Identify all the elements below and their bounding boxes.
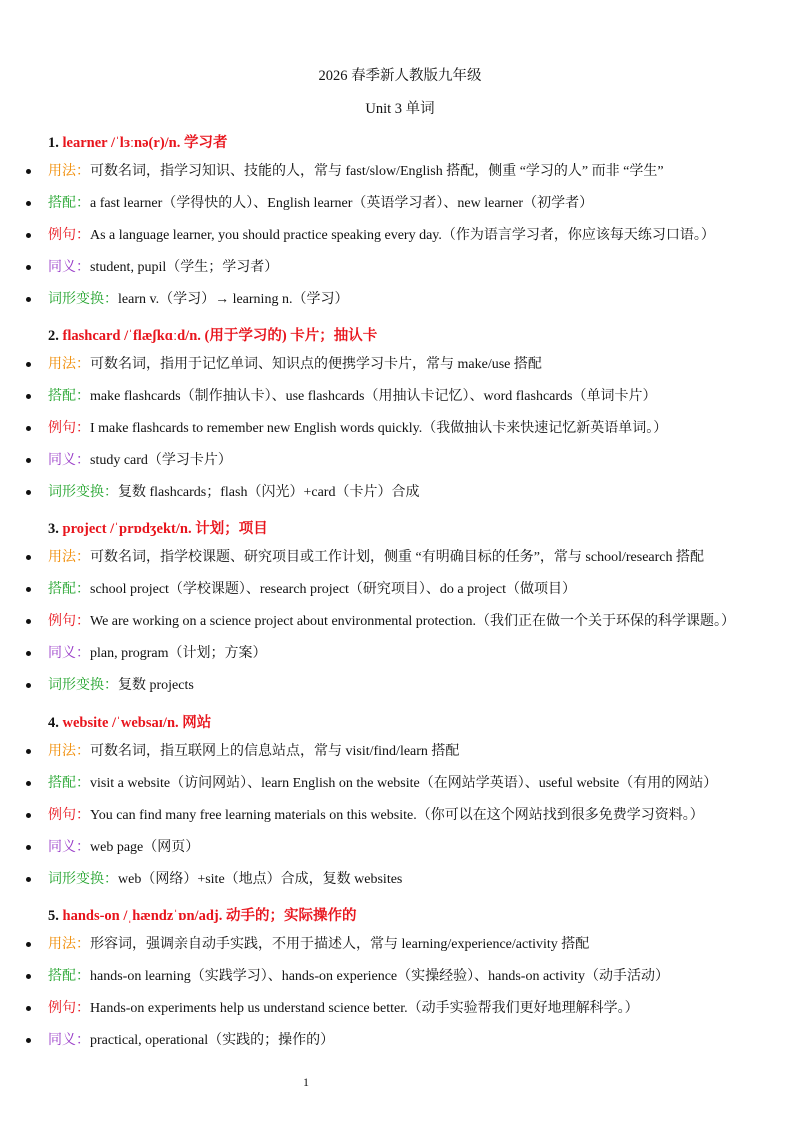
example-value: We are working on a science project about environmental protection.（我们正在做一个关于环保的科学课题。） (90, 614, 736, 629)
example-row (0, 806, 800, 826)
usage-label: 用法： (48, 357, 90, 372)
word-headword: website /ˈwebsaɪ/n. 网站 (62, 715, 212, 731)
word-number: 3. (48, 521, 59, 537)
word-form-label: 词形变换： (48, 292, 118, 307)
bullet-icon (26, 942, 31, 947)
page-title: 2026 春季新人教版九年级 (318, 68, 482, 84)
word-form-value: 复数 flashcards；flash（闪光）+card（卡片）合成 (118, 485, 420, 500)
bullet-icon (26, 845, 31, 850)
synonym-text (48, 1031, 334, 1051)
usage-value: 可数名词，指学习知识、技能的人，常与 fast/slow/English 搭配，侧重 “学习的人” 而非 “学生” (90, 164, 664, 179)
synonym-text (48, 644, 267, 664)
synonym-row (0, 451, 800, 471)
word-form-label: 词形变换： (48, 485, 118, 500)
usage-text (48, 355, 542, 375)
word-form-label: 词形变换： (48, 678, 118, 693)
usage-value: 可数名词，指用于记忆单词、知识点的便携学习卡片，常与 make/use 搭配 (90, 357, 542, 372)
synonym-row (0, 258, 800, 278)
synonym-value: student, pupil（学生；学习者） (90, 260, 279, 275)
word-heading (48, 904, 356, 925)
example-value: You can find many free learning materials on this website.（你可以在这个网站找到很多免费学习资料。） (90, 808, 704, 823)
collocation-value: visit a website（访问网站）、learn English on the website（在网站学英语）、useful website（有用的网站） (90, 776, 718, 791)
synonym-row (0, 1031, 800, 1051)
usage-row (0, 742, 800, 762)
bullet-icon (26, 458, 31, 463)
bullet-icon (26, 813, 31, 818)
collocation-value: hands-on learning（实践学习）、hands-on experience（实操经验）、hands-on activity（动手活动） (90, 969, 669, 984)
bullet-icon (26, 749, 31, 754)
bullet-icon (26, 1006, 31, 1011)
bullet-icon (26, 555, 31, 560)
bullet-icon (26, 394, 31, 399)
word-form-value: learn v.（学习）→ learning n.（学习） (118, 292, 349, 307)
example-label: 例句： (48, 1001, 90, 1016)
synonym-value: study card（学习卡片） (90, 453, 232, 468)
collocation-row (0, 194, 800, 214)
bullet-icon (26, 297, 31, 302)
usage-label: 用法： (48, 744, 90, 759)
word-form-text (48, 290, 348, 310)
example-text (48, 419, 667, 439)
collocation-text (48, 774, 717, 794)
example-label: 例句： (48, 614, 90, 629)
usage-value: 可数名词，指互联网上的信息站点，常与 visit/find/learn 搭配 (90, 744, 460, 759)
page-number: 1 (303, 1075, 309, 1089)
word-form-text (48, 483, 419, 503)
word-heading (48, 517, 268, 538)
usage-value: 形容词，强调亲自动手实践，不用于描述人，常与 learning/experience/activity 搭配 (90, 937, 590, 952)
bullet-icon (26, 651, 31, 656)
example-text (48, 226, 715, 246)
word-headword: project /ˈprɒdʒekt/n. 计划；项目 (62, 521, 268, 537)
word-form-label: 词形变换： (48, 872, 118, 887)
bullet-icon (26, 619, 31, 624)
example-label: 例句： (48, 421, 90, 436)
example-text (48, 999, 639, 1019)
word-form-row (0, 676, 800, 696)
bullet-icon (26, 587, 31, 592)
synonym-label: 同义： (48, 453, 90, 468)
usage-text (48, 742, 459, 762)
bullet-icon (26, 426, 31, 431)
collocation-text (48, 387, 657, 407)
usage-label: 用法： (48, 164, 90, 179)
collocation-row (0, 580, 800, 600)
example-label: 例句： (48, 808, 90, 823)
word-headword: learner /ˈlɜːnə(r)/n. 学习者 (62, 135, 228, 151)
example-row (0, 419, 800, 439)
usage-label: 用法： (48, 937, 90, 952)
word-form-value: 复数 projects (118, 678, 194, 693)
usage-row (0, 935, 800, 955)
synonym-label: 同义： (48, 840, 90, 855)
word-form-text (48, 870, 402, 890)
bullet-icon (26, 233, 31, 238)
collocation-label: 搭配： (48, 776, 90, 791)
bullet-icon (26, 683, 31, 688)
bullet-icon (26, 169, 31, 174)
usage-text (48, 548, 704, 568)
synonym-row (0, 644, 800, 664)
word-number: 1. (48, 135, 59, 151)
bullet-icon (26, 362, 31, 367)
collocation-label: 搭配： (48, 196, 90, 211)
bullet-icon (26, 1038, 31, 1043)
synonym-text (48, 258, 278, 278)
example-value: As a language learner, you should practice speaking every day.（作为语言学习者，你应该每天练习口语。） (90, 228, 715, 243)
word-heading (48, 131, 228, 152)
bullet-icon (26, 490, 31, 495)
usage-text (48, 935, 589, 955)
word-form-value: web（网络）+site（地点）合成，复数 websites (118, 872, 403, 887)
collocation-label: 搭配： (48, 969, 90, 984)
word-form-row (0, 483, 800, 503)
word-form-text (48, 676, 194, 696)
collocation-label: 搭配： (48, 582, 90, 597)
collocation-text (48, 580, 576, 600)
collocation-row (0, 774, 800, 794)
collocation-value: school project（学校课题）、research project（研究项目）、do a project（做项目） (90, 582, 576, 597)
collocation-text (48, 194, 593, 214)
example-value: Hands-on experiments help us understand science better.（动手实验帮我们更好地理解科学。） (90, 1001, 639, 1016)
word-number: 4. (48, 715, 59, 731)
collocation-value: a fast learner（学得快的人）、English learner（英语学习者）、new learner（初学者） (90, 196, 594, 211)
synonym-text (48, 838, 199, 858)
collocation-row (0, 387, 800, 407)
word-headword: hands-on /ˌhændzˈɒn/adj. 动手的；实际操作的 (62, 908, 357, 924)
usage-row (0, 355, 800, 375)
synonym-value: plan, program（计划；方案） (90, 646, 267, 661)
usage-text (48, 162, 664, 182)
collocation-row (0, 967, 800, 987)
usage-row (0, 162, 800, 182)
synonym-value: practical, operational（实践的；操作的） (90, 1033, 335, 1048)
word-heading (48, 324, 377, 345)
collocation-value: make flashcards（制作抽认卡）、use flashcards（用抽认卡记忆）、word flashcards（单词卡片） (90, 389, 657, 404)
example-value: I make flashcards to remember new English words quickly.（我做抽认卡来快速记忆新英语单词。） (90, 421, 668, 436)
synonym-label: 同义： (48, 1033, 90, 1048)
collocation-text (48, 967, 669, 987)
synonym-row (0, 838, 800, 858)
page-subtitle: Unit 3 单词 (365, 101, 435, 117)
collocation-label: 搭配： (48, 389, 90, 404)
synonym-label: 同义： (48, 646, 90, 661)
word-number: 5. (48, 908, 59, 924)
example-label: 例句： (48, 228, 90, 243)
example-row (0, 612, 800, 632)
example-text (48, 806, 704, 826)
bullet-icon (26, 781, 31, 786)
usage-value: 可数名词，指学校课题、研究项目或工作计划，侧重 “有明确目标的任务”，常与 school/research 搭配 (90, 550, 704, 565)
word-heading (48, 711, 211, 732)
usage-label: 用法： (48, 550, 90, 565)
bullet-icon (26, 201, 31, 206)
example-text (48, 612, 735, 632)
example-row (0, 999, 800, 1019)
bullet-icon (26, 877, 31, 882)
usage-row (0, 548, 800, 568)
word-headword: flashcard /ˈflæʃkɑːd/n. (用于学习的) 卡片；抽认卡 (62, 328, 378, 344)
bullet-icon (26, 265, 31, 270)
synonym-label: 同义： (48, 260, 90, 275)
word-number: 2. (48, 328, 59, 344)
synonym-text (48, 451, 232, 471)
word-form-row (0, 290, 800, 310)
example-row (0, 226, 800, 246)
bullet-icon (26, 974, 31, 979)
synonym-value: web page（网页） (90, 840, 200, 855)
word-form-row (0, 870, 800, 890)
